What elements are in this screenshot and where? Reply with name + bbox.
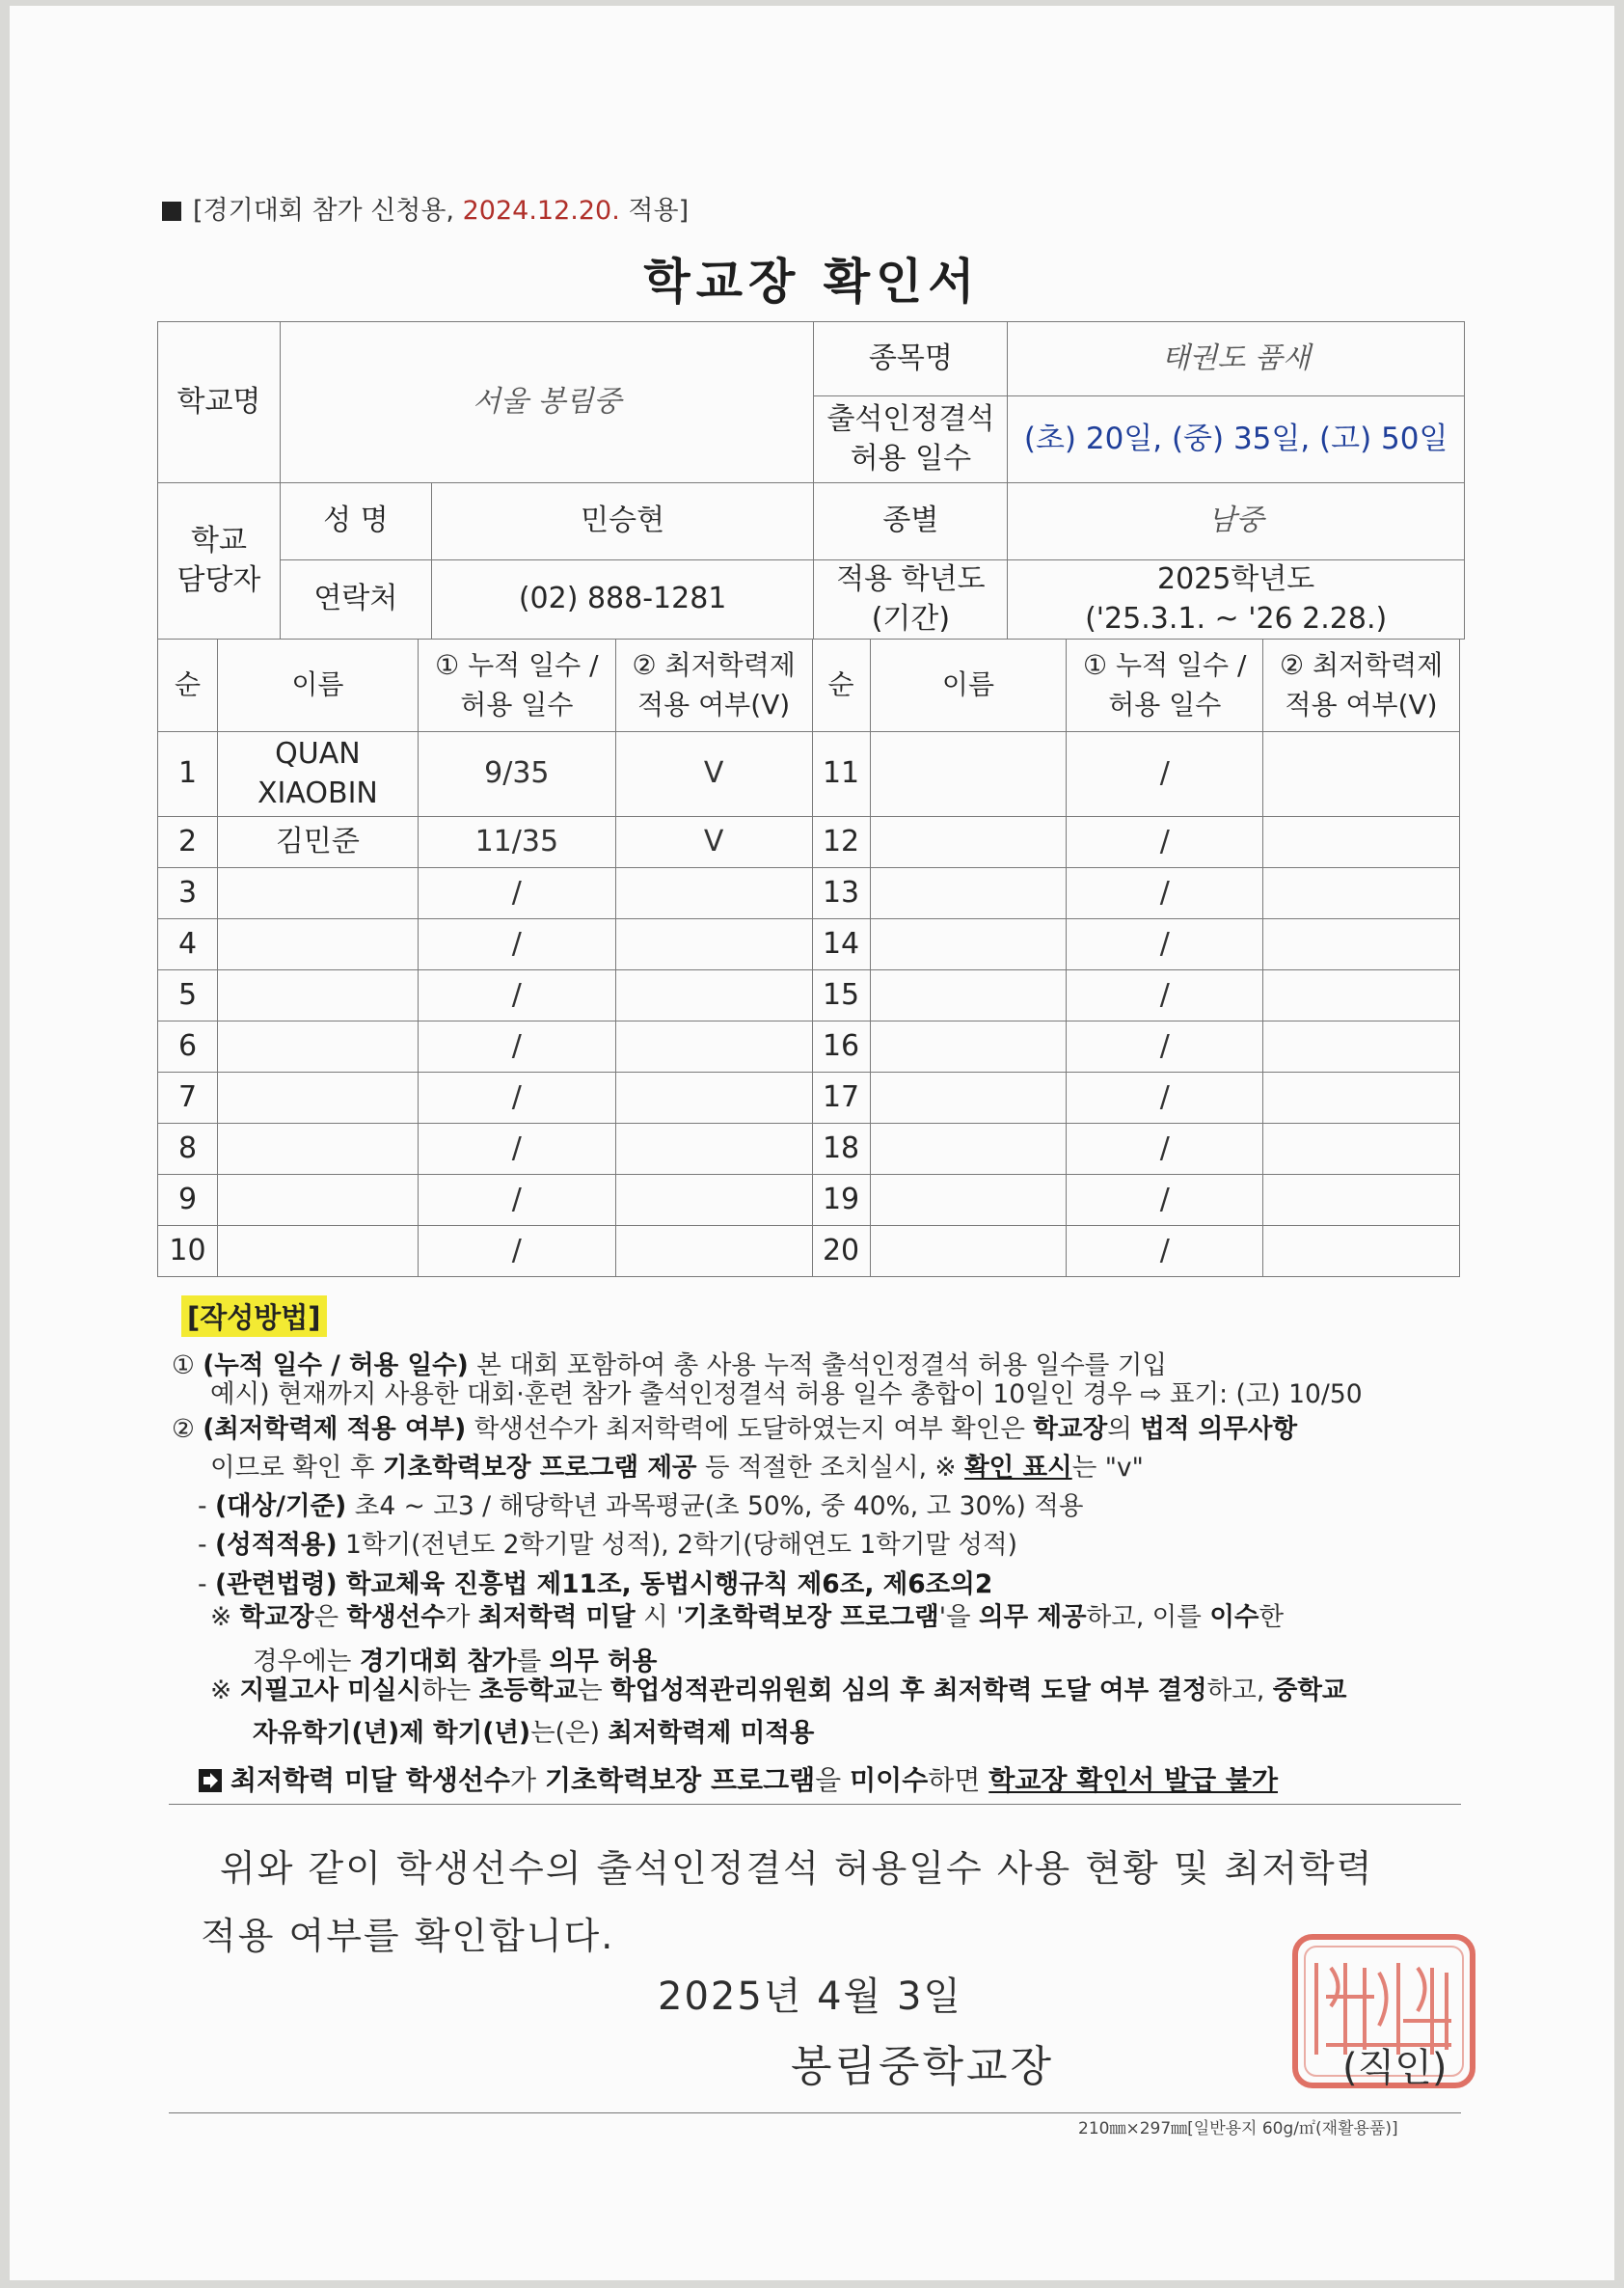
- absence-days: /: [418, 970, 615, 1021]
- divider-bottom: [169, 2112, 1461, 2113]
- guide-line-9: 경우에는 경기대회 참가를 의무 허용: [253, 1647, 658, 1676]
- contact-label: 학교 담당자: [158, 483, 281, 640]
- guide-line-2: 예시) 현재까지 사용한 대회·훈련 참가 출석인정결석 허용 일수 총합이 10일인 경우 ⇨ 표기: (고) 10/50: [210, 1379, 1363, 1409]
- guide-title: [작성방법]: [181, 1295, 327, 1337]
- student-name: [870, 1021, 1067, 1073]
- col-num-header: 순: [158, 640, 218, 732]
- row-number: 12: [812, 817, 870, 868]
- year-value: 2025학년도 ('25.3.1. ~ '26 2.28.): [1008, 560, 1465, 640]
- absence-days: /: [418, 1073, 615, 1124]
- school-info-table: [157, 321, 1465, 640]
- row-number: 8: [158, 1124, 218, 1175]
- table-row: [158, 868, 1460, 919]
- table-row: [158, 1021, 1460, 1073]
- seal-label: (직인): [1342, 2046, 1448, 2090]
- table-row: [158, 970, 1460, 1021]
- event-value: 태권도 품새: [1008, 322, 1465, 396]
- student-name: [870, 1073, 1067, 1124]
- absence-days: 11/35: [418, 817, 615, 868]
- col-num-header-right: 순: [812, 640, 870, 732]
- student-roster-table: [157, 639, 1460, 1277]
- min-academic-check: V: [615, 732, 812, 817]
- student-name: [870, 919, 1067, 970]
- absence-days: /: [418, 1124, 615, 1175]
- absence-days: /: [418, 1021, 615, 1073]
- absence-days: 9/35: [418, 732, 615, 817]
- student-name: [217, 1226, 418, 1277]
- arrow-box-icon: [198, 1768, 223, 1793]
- gender-label: 종별: [814, 483, 1008, 560]
- absence-value: (초) 20일, (중) 35일, (고) 50일: [1008, 396, 1465, 483]
- guide-line-11: 자유학기(년)제 학기(년)는(은) 최저학력제 미적용: [253, 1718, 815, 1748]
- min-academic-check: [615, 970, 812, 1021]
- student-name: [217, 1124, 418, 1175]
- statement-line-2: 적용 여부를 확인합니다.: [201, 1915, 615, 1957]
- table-row: [158, 1073, 1460, 1124]
- phone-label: 연락처: [280, 560, 431, 640]
- min-academic-check: [615, 919, 812, 970]
- document-title: 학교장 확인서: [643, 254, 981, 310]
- student-name: [870, 732, 1067, 817]
- guide-line-1: ① (누적 일수 / 허용 일수) 본 대회 포함하여 총 사용 누적 출석인정결석 허용 일수를 기입: [172, 1350, 1168, 1380]
- min-academic-check: [1263, 1021, 1460, 1073]
- min-academic-check: [1263, 919, 1460, 970]
- gender-value: 남중: [1008, 483, 1465, 560]
- col-name-header: 이름: [217, 640, 418, 732]
- name-label: 성 명: [280, 483, 431, 560]
- student-name: [217, 1175, 418, 1226]
- col-min-header-right: ② 최저학력제 적용 여부(V): [1263, 640, 1460, 732]
- absence-days: /: [418, 868, 615, 919]
- student-name: [217, 919, 418, 970]
- absence-days: /: [1067, 1073, 1263, 1124]
- table-row: [158, 732, 1460, 817]
- min-academic-check: [615, 1021, 812, 1073]
- student-name: [870, 868, 1067, 919]
- phone-value: (02) 888-1281: [431, 560, 814, 640]
- row-number: 3: [158, 868, 218, 919]
- table-row: [158, 817, 1460, 868]
- absence-days: /: [1067, 817, 1263, 868]
- row-number: 18: [812, 1124, 870, 1175]
- min-academic-check: [615, 1226, 812, 1277]
- row-number: 16: [812, 1021, 870, 1073]
- absence-days: /: [418, 1226, 615, 1277]
- col-name-header-right: 이름: [870, 640, 1067, 732]
- guide-line-8: ※ 학교장은 학생선수가 최저학력 미달 시 '기초학력보장 프로그램'을 의무 제공하고, 이를 이수한: [210, 1602, 1285, 1632]
- school-label: 학교명: [158, 322, 281, 483]
- signer-name: 봉림중학교장: [791, 2042, 1055, 2091]
- student-name: [870, 1175, 1067, 1226]
- min-academic-check: [1263, 868, 1460, 919]
- min-academic-check: [615, 1073, 812, 1124]
- col-min-header: ② 최저학력제 적용 여부(V): [615, 640, 812, 732]
- row-number: 9: [158, 1175, 218, 1226]
- row-number: 14: [812, 919, 870, 970]
- table-row: [158, 919, 1460, 970]
- row-number: 2: [158, 817, 218, 868]
- row-number: 5: [158, 970, 218, 1021]
- absence-days: /: [1067, 732, 1263, 817]
- min-academic-check: [1263, 1073, 1460, 1124]
- table-row: [158, 1175, 1460, 1226]
- row-number: 7: [158, 1073, 218, 1124]
- absence-days: /: [1067, 868, 1263, 919]
- divider-top: [169, 1804, 1461, 1805]
- min-academic-check: [615, 868, 812, 919]
- student-name: [870, 817, 1067, 868]
- min-academic-check: [615, 1124, 812, 1175]
- min-academic-check: [1263, 1175, 1460, 1226]
- col-days-header-right: ① 누적 일수 / 허용 일수: [1067, 640, 1263, 732]
- student-name: [870, 1226, 1067, 1277]
- absence-days: /: [418, 1175, 615, 1226]
- min-academic-check: [1263, 1124, 1460, 1175]
- statement-line-1: 위와 같이 학생선수의 출석인정결석 허용일수 사용 현황 및 최저학력: [220, 1847, 1374, 1890]
- square-bullet-icon: [162, 202, 181, 221]
- row-number: 13: [812, 868, 870, 919]
- row-number: 17: [812, 1073, 870, 1124]
- row-number: 1: [158, 732, 218, 817]
- min-academic-check: [1263, 817, 1460, 868]
- student-name: QUAN XIAOBIN: [217, 732, 418, 817]
- min-academic-check: V: [615, 817, 812, 868]
- event-label: 종목명: [814, 322, 1008, 396]
- year-label: 적용 학년도 (기간): [814, 560, 1008, 640]
- row-number: 4: [158, 919, 218, 970]
- row-number: 15: [812, 970, 870, 1021]
- min-academic-check: [615, 1175, 812, 1226]
- roster-rows: [158, 732, 1460, 1277]
- student-name: [217, 970, 418, 1021]
- school-value: 서울 봉림중: [280, 322, 814, 483]
- absence-days: /: [418, 919, 615, 970]
- min-academic-check: [1263, 732, 1460, 817]
- min-academic-check: [1263, 970, 1460, 1021]
- guide-warning: 최저학력 미달 학생선수가 기초학력보장 프로그램을 미이수하면 학교장 확인서 발급 불가: [198, 1759, 1278, 1798]
- row-number: 11: [812, 732, 870, 817]
- student-name: [870, 1124, 1067, 1175]
- row-number: 10: [158, 1226, 218, 1277]
- guide-line-6: - (성적적용) 1학기(전년도 2학기말 성적), 2학기(당해연도 1학기말 성적): [198, 1530, 1017, 1560]
- row-number: 20: [812, 1226, 870, 1277]
- row-number: 6: [158, 1021, 218, 1073]
- effective-date: 2024.12.20.: [462, 196, 620, 226]
- student-name: 김민준: [217, 817, 418, 868]
- table-row: [158, 1124, 1460, 1175]
- student-name: [217, 868, 418, 919]
- guide-line-5: - (대상/기준) 초4 ~ 고3 / 해당학년 과목평균(초 50%, 중 40%, 고 30%) 적용: [198, 1491, 1084, 1521]
- guide-line-4: 이므로 확인 후 기초학력보장 프로그램 제공 등 적절한 조치실시, ※ 확인 표시는 "v": [210, 1453, 1144, 1483]
- row-number: 19: [812, 1175, 870, 1226]
- min-academic-check: [1263, 1226, 1460, 1277]
- table-row: [158, 1226, 1460, 1277]
- student-name: [217, 1021, 418, 1073]
- absence-days: /: [1067, 1021, 1263, 1073]
- guide-line-3: ② (최저학력제 적용 여부) 학생선수가 최저학력에 도달하였는지 여부 확인은 학교장의 법적 의무사항: [172, 1414, 1298, 1444]
- paper-spec-footer: 210㎜×297㎜[일반용지 60g/㎡(재활용품)]: [1078, 2119, 1398, 2138]
- issue-date: 2025년 4월 3일: [658, 1975, 963, 2019]
- col-days-header: ① 누적 일수 / 허용 일수: [418, 640, 615, 732]
- absence-days: /: [1067, 970, 1263, 1021]
- guide-line-10: ※ 지필고사 미실시하는 초등학교는 학업성적관리위원회 심의 후 최저학력 도달 여부 결정하고, 중학교: [210, 1675, 1347, 1705]
- absence-days: /: [1067, 919, 1263, 970]
- name-value: 민승현: [431, 483, 814, 560]
- student-name: [217, 1073, 418, 1124]
- guide-line-7: - (관련법령) 학교체육 진흥법 제11조, 동법시행규칙 제6조, 제6조의2: [198, 1569, 993, 1599]
- form-usage-note: [경기대회 참가 신청용, 2024.12.20. 적용]: [162, 189, 689, 227]
- student-name: [870, 970, 1067, 1021]
- absence-days: /: [1067, 1175, 1263, 1226]
- absence-label: 출석인정결석 허용 일수: [814, 396, 1008, 483]
- absence-days: /: [1067, 1124, 1263, 1175]
- absence-days: /: [1067, 1226, 1263, 1277]
